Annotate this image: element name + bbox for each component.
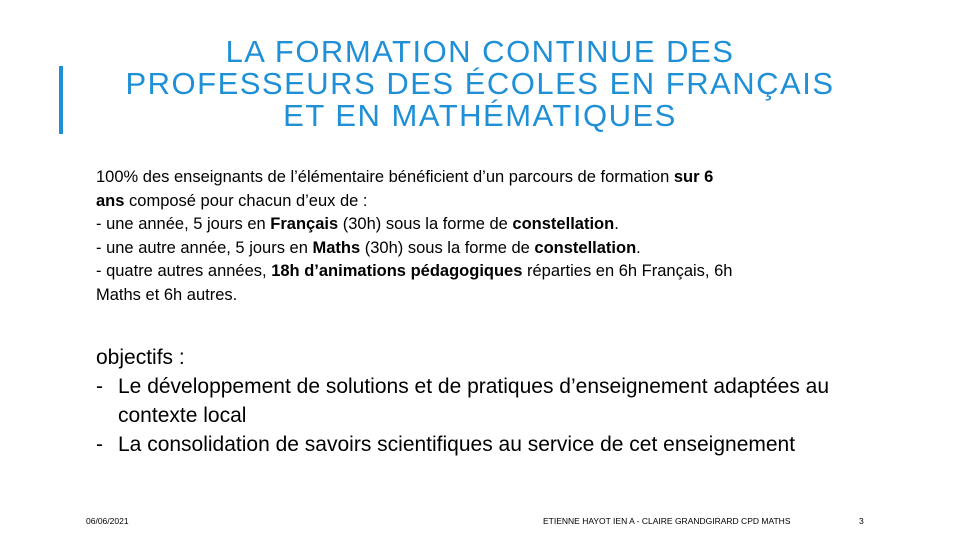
body-line-2 [96, 190, 886, 214]
body-bold-run: 18h d’animations pédagogiques [271, 262, 523, 280]
body-line-3 [96, 213, 886, 237]
objective-text: La consolidation de savoirs scientifiques au service de cet enseignement [118, 433, 796, 456]
body-line-4 [96, 237, 886, 261]
body-text-run: composé pour chacun d’eux de : [124, 191, 368, 210]
body-bold-run: constellation [512, 215, 615, 233]
body-line-5 [96, 260, 886, 284]
title-line-1: LA FORMATION CONTINUE DES [225, 34, 735, 69]
body-bold-run: Français [270, 215, 339, 233]
title-line-3: ET EN MATHÉMATIQUES [283, 98, 677, 133]
body-text-run: 100% des enseignants de l’élémentaire bénéficient d’un parcours de formation [96, 168, 674, 186]
body-bold-run: ans [96, 191, 125, 210]
body-text-run: - une autre année, 5 jours en [96, 238, 313, 257]
body-text-run: - une année, 5 jours en [96, 215, 271, 233]
objective-item [96, 430, 856, 459]
body-bold-run: constellation [534, 238, 637, 257]
body-bold-run: Maths [312, 238, 361, 257]
slide-number: 3 [859, 516, 864, 526]
body-text-run: (30h) sous la forme de [360, 238, 535, 257]
body-line-1 [96, 166, 886, 190]
slide-title [70, 36, 890, 132]
body-text-run: (30h) sous la forme de [338, 215, 513, 233]
footer-authors: ETIENNE HAYOT IEN A - CLAIRE GRANDGIRARD CPD MATHS [543, 516, 791, 526]
list-dash: - [96, 375, 103, 398]
objectives-heading: objectifs : [96, 346, 185, 369]
body-bold-run: sur 6 [673, 168, 714, 186]
body-paragraph [96, 166, 886, 307]
footer-date: 06/06/2021 [86, 516, 129, 526]
list-dash: - [96, 433, 103, 456]
body-text-run: . [636, 238, 641, 257]
body-text-run: réparties en 6h Français, 6h [522, 262, 733, 280]
body-text-run: - quatre autres années, [96, 262, 272, 280]
title-accent-bar [59, 66, 63, 134]
objective-text: Le développement de solutions et de pratiques d’enseignement adaptées au contexte local [118, 375, 830, 427]
objectives-block [96, 343, 856, 459]
body-line-6: Maths et 6h autres. [96, 285, 238, 304]
title-line-2: PROFESSEURS DES ÉCOLES EN FRANÇAIS [125, 66, 835, 101]
body-text-run: . [614, 215, 619, 233]
objective-item [96, 372, 856, 430]
